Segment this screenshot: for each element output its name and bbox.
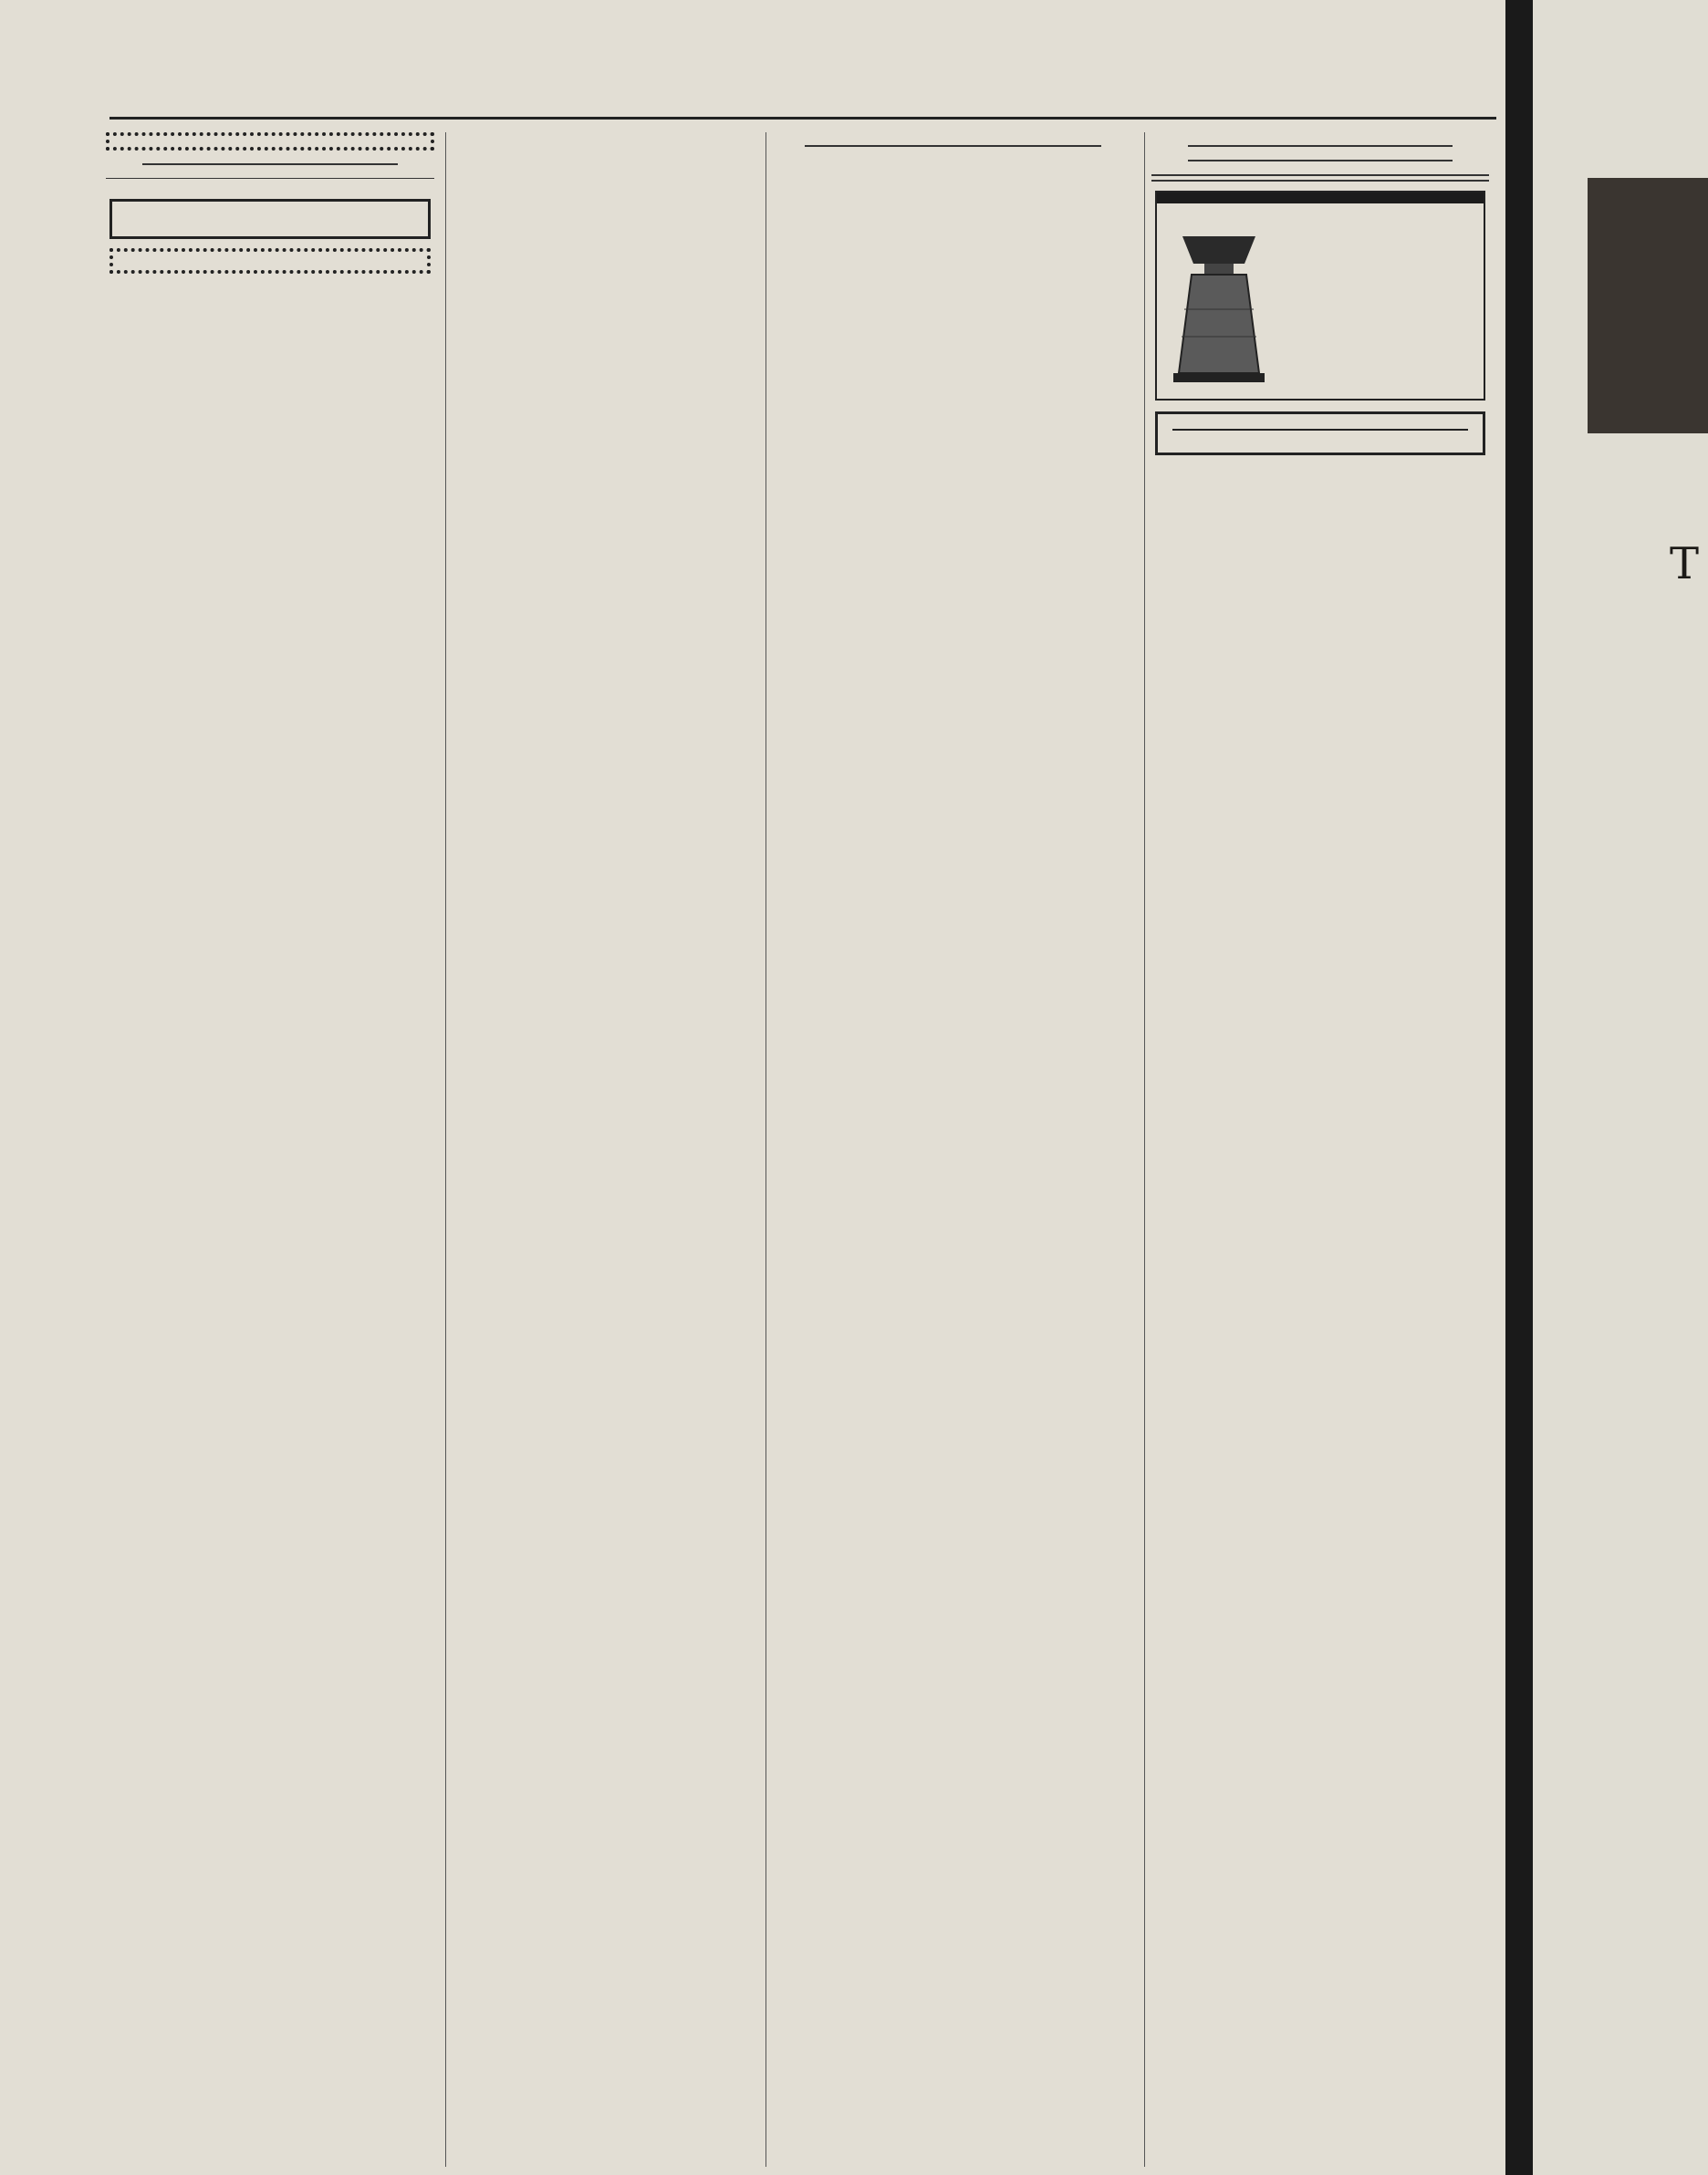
column-divider	[765, 132, 766, 2167]
header-rule	[109, 117, 1496, 120]
column-divider	[445, 132, 446, 2167]
st-lawrence-ad	[109, 248, 431, 274]
separator	[1188, 160, 1453, 161]
adjacent-page: Т	[1533, 0, 1708, 2175]
column-1	[106, 132, 434, 2167]
separator	[805, 145, 1101, 147]
column-2	[453, 132, 763, 2167]
decorative-illustration	[1588, 178, 1708, 433]
champion-ad	[1155, 191, 1485, 401]
column-3	[768, 132, 1138, 2167]
separator	[1188, 145, 1453, 147]
ad-headline	[1172, 423, 1468, 431]
book-ad	[1155, 411, 1485, 455]
ad-headline	[1157, 193, 1484, 203]
milk-cooler-icon	[1164, 209, 1274, 391]
column-divider	[1144, 132, 1145, 2167]
column-4	[1151, 132, 1489, 2167]
page-header	[109, 73, 1496, 120]
separator	[142, 163, 398, 165]
cheese-department-box	[106, 132, 434, 151]
for-sale-ad	[109, 199, 431, 239]
